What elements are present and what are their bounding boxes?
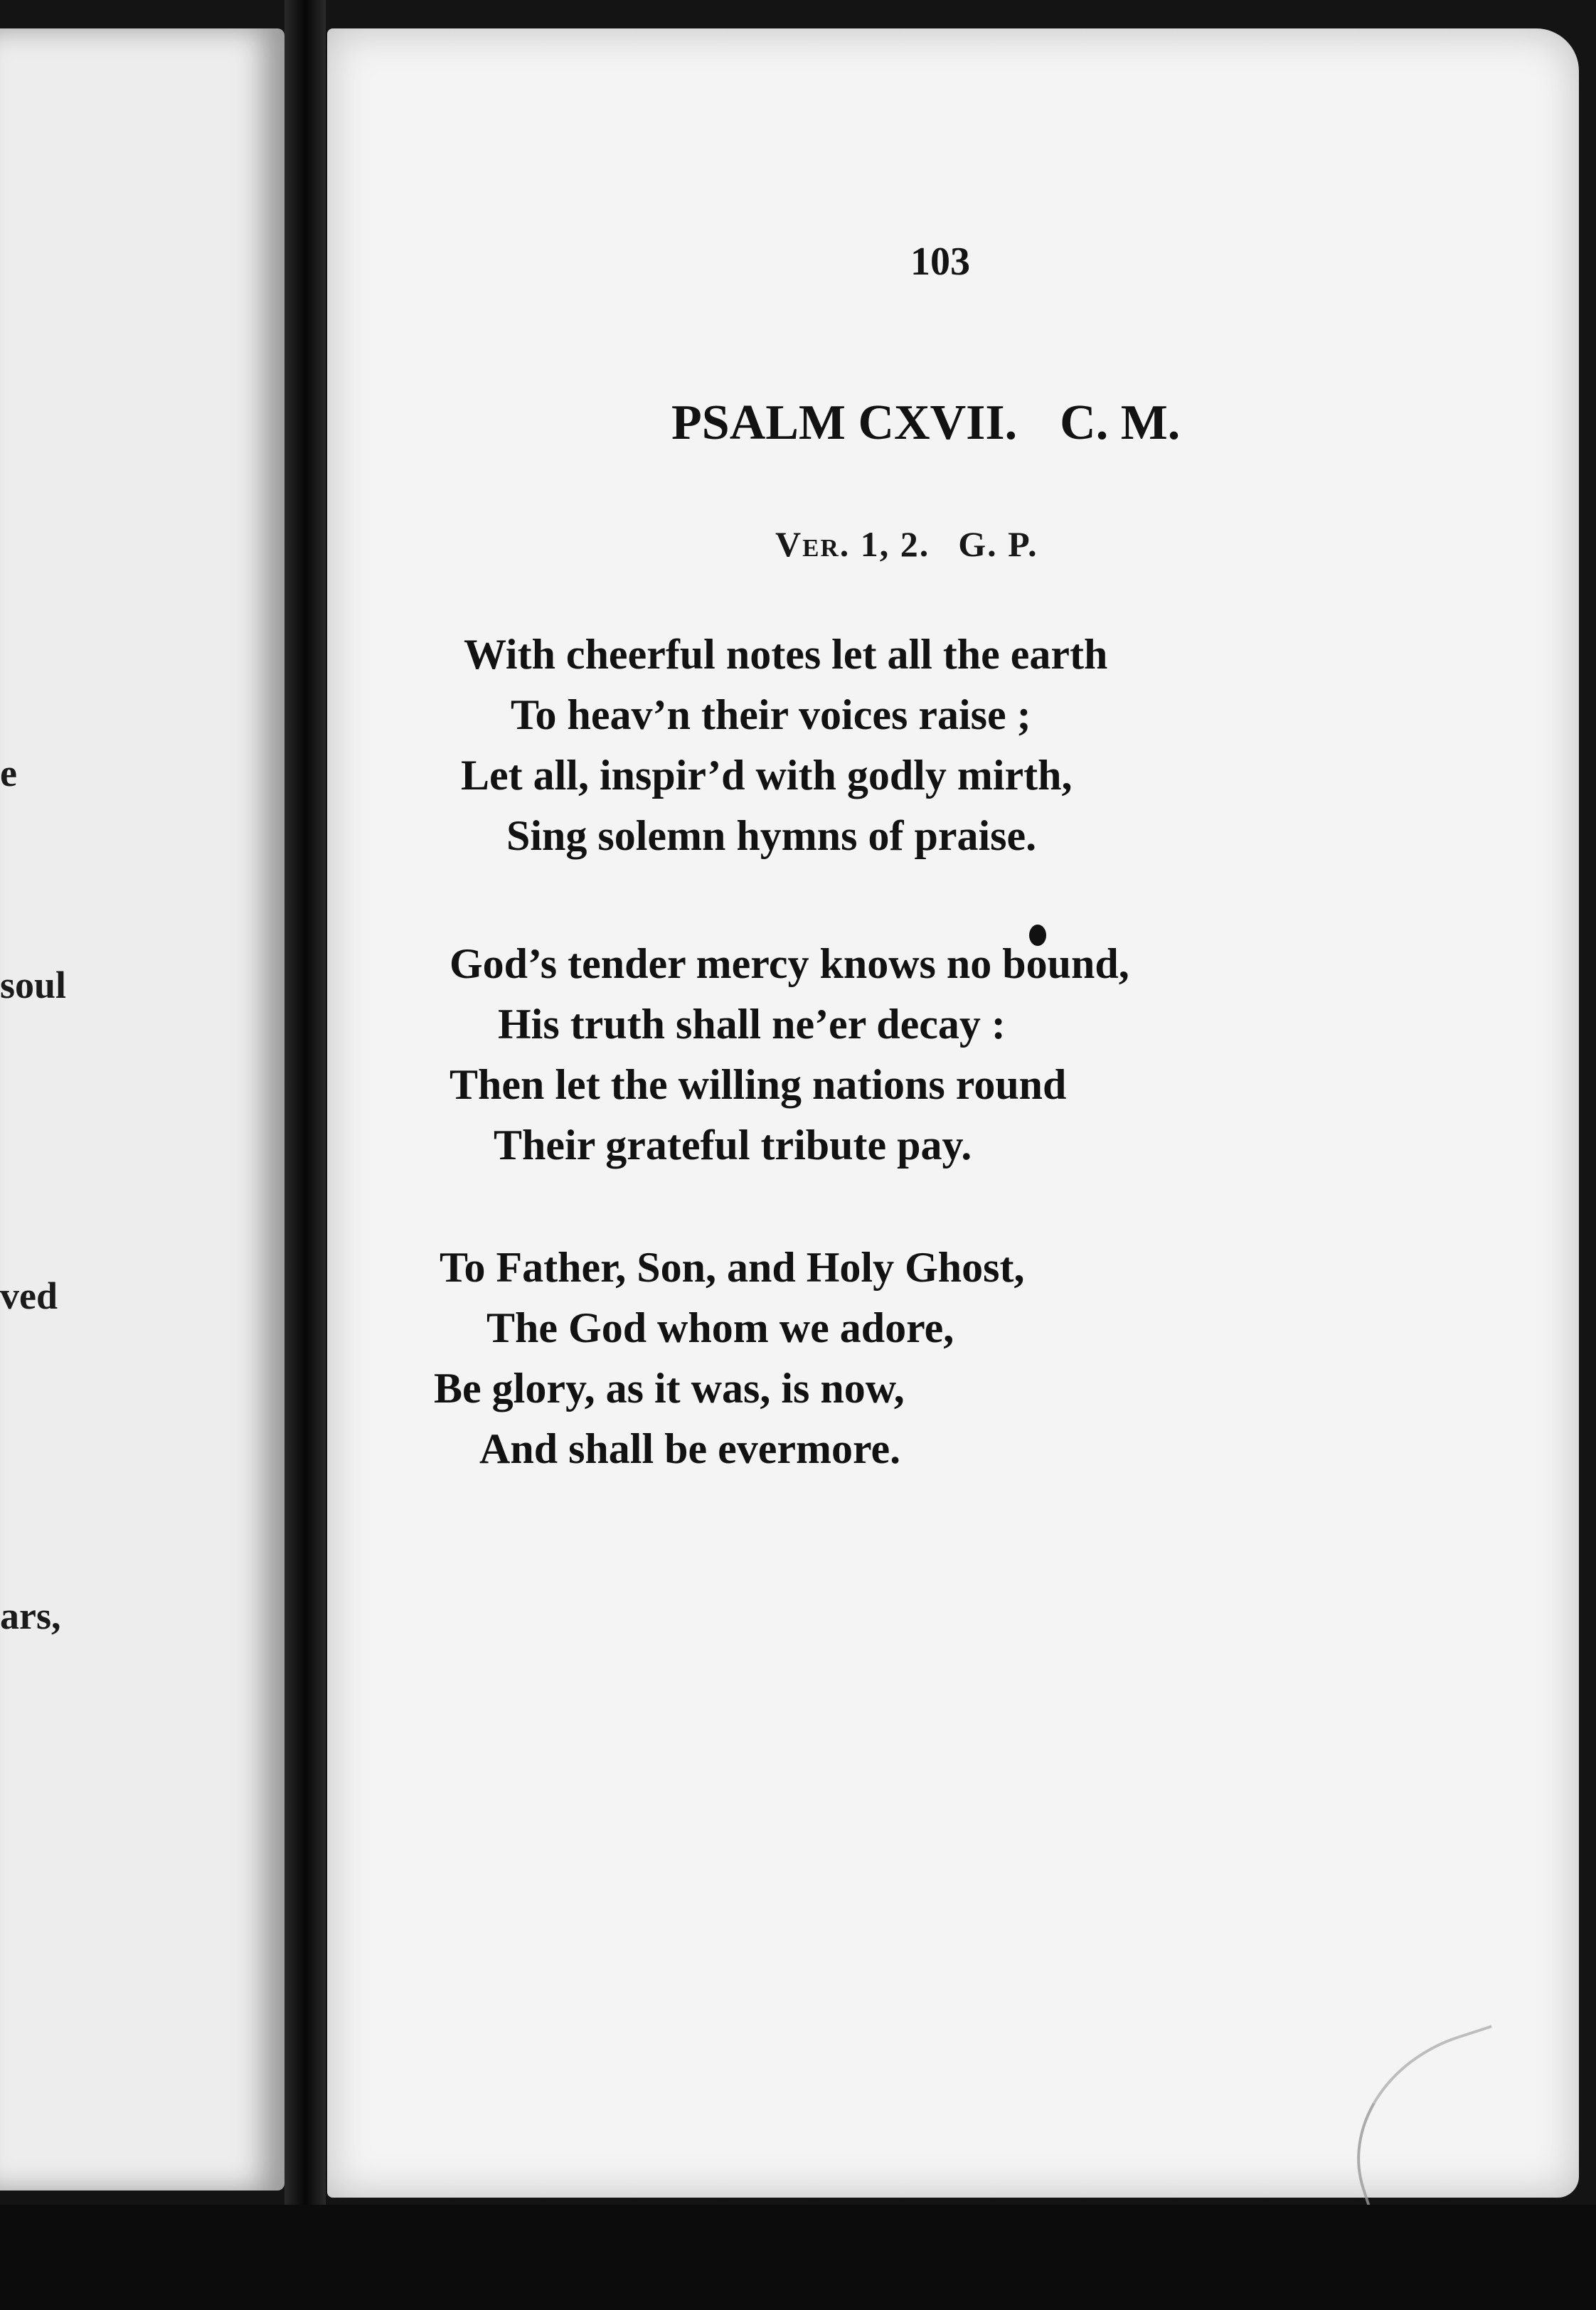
left-page-fragment: ved: [0, 1274, 58, 1317]
hymn-line: With cheerful notes let all the earth: [464, 631, 1108, 678]
hymn-line: The God whom we adore,: [486, 1304, 954, 1351]
psalm-title: PSALM CXVII.: [671, 395, 1018, 450]
hymn-line: Their grateful tribute pay.: [494, 1122, 972, 1169]
left-page-fragment: soul: [0, 964, 67, 1006]
verse-reference: Ver. 1, 2.: [775, 524, 930, 564]
right-page: [327, 28, 1579, 2198]
hymn-line: And shall be evermore.: [479, 1425, 901, 1472]
scan-bottom-edge: [0, 2205, 1596, 2310]
left-page: [0, 28, 284, 2191]
hymn-line: Be glory, as it was, is now,: [434, 1365, 905, 1412]
psalm-heading: [671, 395, 1181, 450]
hymn-line: Sing solemn hymns of praise.: [506, 812, 1037, 859]
left-page-fragment: ars,: [0, 1595, 61, 1637]
hymn-line: Let all, inspir’d with godly mirth,: [461, 752, 1073, 799]
verse-author: G. P.: [958, 524, 1038, 564]
hymn-line: God’s tender mercy knows no bound,: [449, 940, 1129, 987]
hymn-line: Then let the willing nations round: [449, 1061, 1067, 1108]
book-gutter: [284, 0, 326, 2310]
left-page-fragment: e: [0, 752, 17, 794]
psalm-meter: C. M.: [1060, 395, 1181, 450]
page-number: 103: [910, 240, 970, 284]
verse-note: [775, 526, 1038, 562]
hymn-line: To Father, Son, and Holy Ghost,: [440, 1244, 1025, 1291]
hymn-line: His truth shall ne’er decay :: [498, 1001, 1006, 1048]
hymn-line: To heav’n their voices raise ;: [511, 691, 1031, 738]
